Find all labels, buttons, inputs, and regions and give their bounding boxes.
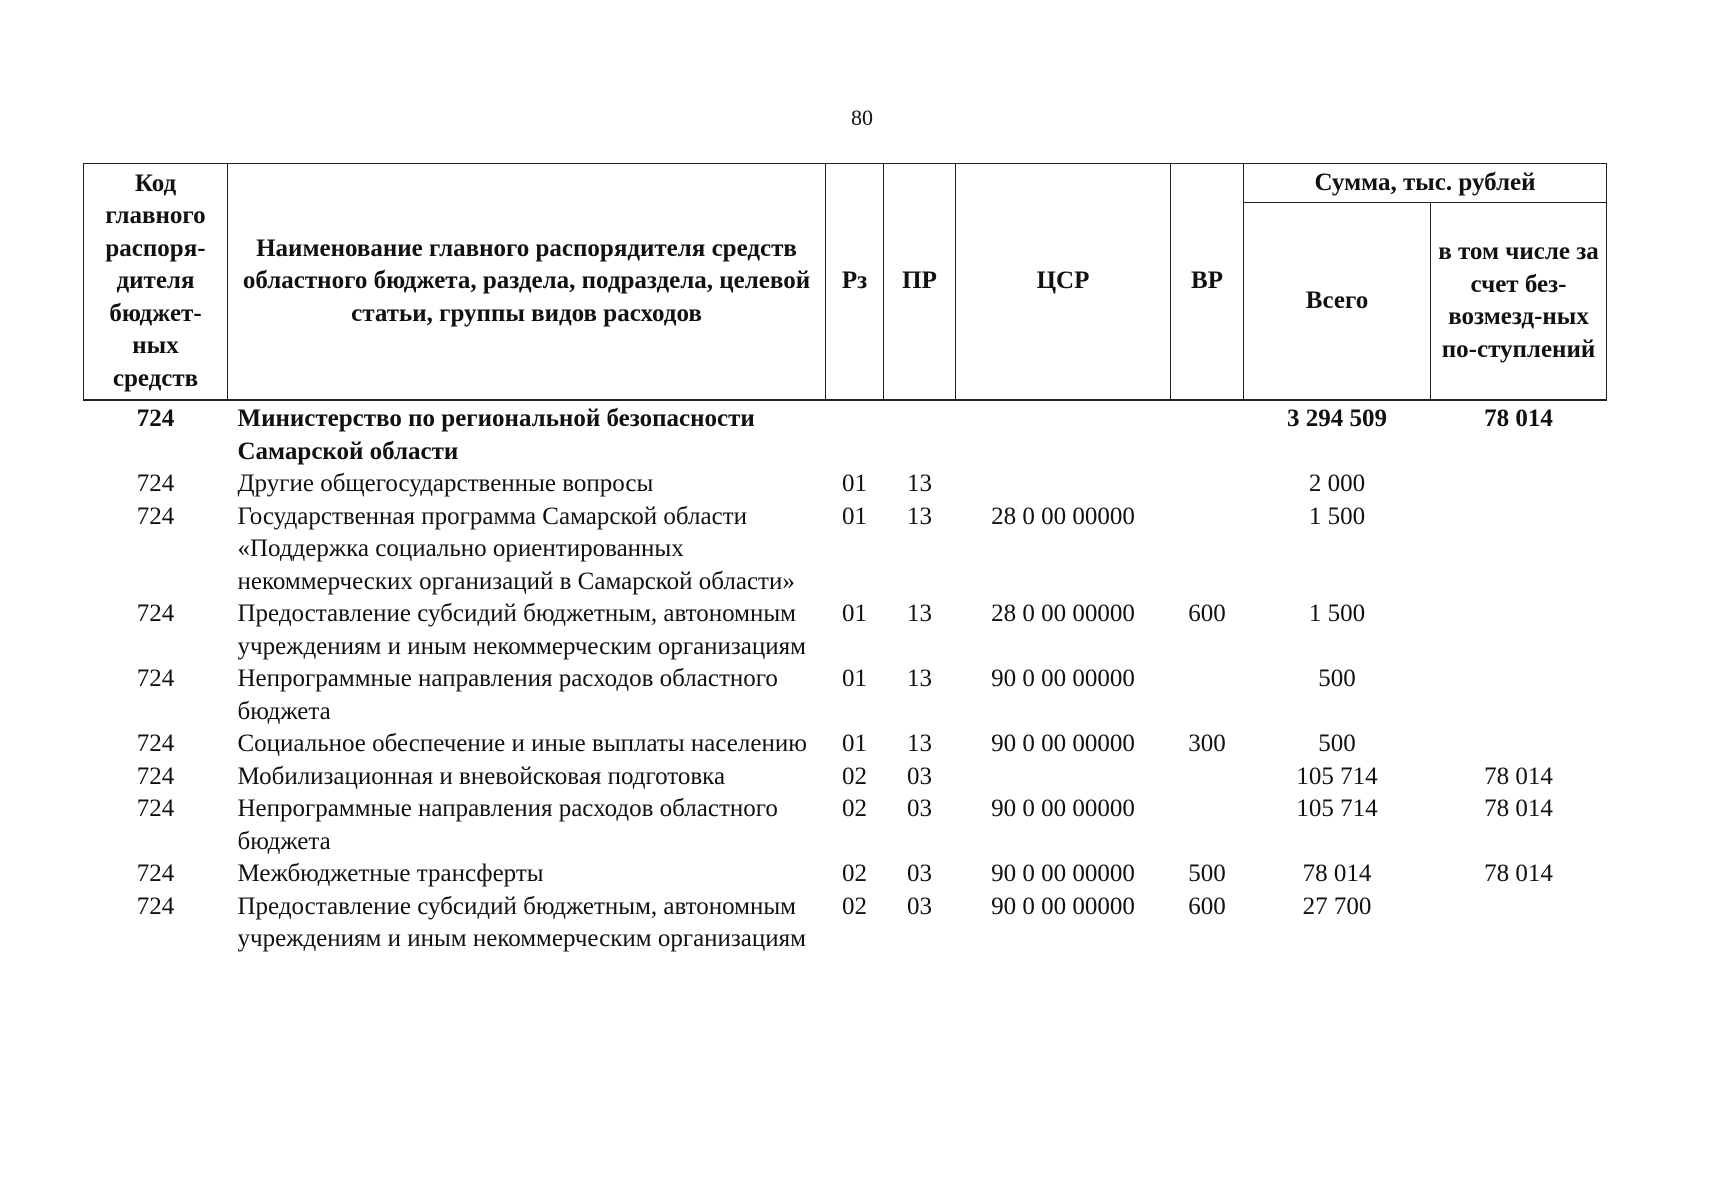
- cell-rz: 01: [842, 470, 867, 497]
- cell-free: [1431, 598, 1607, 663]
- cell-total: 78 014: [1302, 860, 1372, 887]
- table-row: [84, 761, 1607, 794]
- cell-pr: 13: [907, 730, 932, 757]
- cell-code: 724: [136, 405, 175, 432]
- cell-code: 724: [136, 860, 175, 887]
- header-sum-group: Сумма, тыс. рублей: [1244, 164, 1607, 203]
- cell-total: 1 500: [1308, 502, 1366, 530]
- cell-pr: 13: [907, 502, 932, 530]
- cell-free: [1431, 891, 1607, 956]
- cell-pr: 03: [907, 892, 932, 920]
- cell-code: 724: [136, 730, 175, 757]
- cell-free: 78 014: [1484, 795, 1553, 822]
- header-csr: ЦСР: [956, 164, 1171, 401]
- page-number: 80: [851, 105, 873, 130]
- cell-total: 500: [1318, 730, 1356, 757]
- cell-rz: 02: [842, 892, 867, 920]
- header-vr: ВР: [1171, 164, 1244, 401]
- cell-csr: [956, 400, 1171, 468]
- table-row: [84, 501, 1607, 599]
- cell-csr: 90 0 00 00000: [991, 665, 1135, 692]
- cell-csr: 28 0 00 00000: [991, 600, 1135, 627]
- cell-total: 1 500: [1308, 600, 1366, 627]
- header-free: в том числе за счет без-возмезд-ных по-ступлений: [1431, 203, 1607, 401]
- cell-pr: 03: [907, 860, 932, 887]
- cell-free: 78 014: [1484, 405, 1553, 432]
- table-row: [84, 400, 1607, 468]
- cell-name: Предоставление субсидий бюджетным, автономным учреждениям и иным некоммерческим организациям: [237, 892, 806, 952]
- cell-vr: 300: [1188, 730, 1226, 757]
- cell-total: 105 714: [1296, 762, 1378, 790]
- cell-vr: [1171, 761, 1244, 794]
- cell-vr: [1171, 468, 1244, 501]
- cell-total: 3 294 509: [1287, 405, 1387, 432]
- cell-free: [1431, 468, 1607, 501]
- cell-name: Министерство по региональной безопасности Самарской области: [237, 405, 755, 465]
- header-rz: Рз: [826, 164, 884, 401]
- table-row: [84, 468, 1607, 501]
- cell-vr: [1171, 400, 1244, 468]
- budget-table: [83, 163, 1607, 956]
- budget-table-container: [83, 163, 1606, 956]
- cell-rz: 01: [842, 600, 867, 627]
- cell-csr: 90 0 00 00000: [991, 730, 1135, 757]
- cell-csr: 90 0 00 00000: [991, 795, 1135, 822]
- cell-csr: [956, 468, 1171, 501]
- cell-code: 724: [136, 762, 175, 790]
- cell-free: 78 014: [1484, 762, 1553, 790]
- cell-code: 724: [136, 502, 175, 530]
- cell-code: 724: [136, 470, 175, 497]
- cell-rz: [826, 400, 884, 468]
- cell-free: [1431, 663, 1607, 728]
- cell-code: 724: [136, 665, 175, 692]
- cell-name: Государственная программа Самарской области «Поддержка социально ориентированных некоммерческих организаций в Самарской области»: [237, 502, 795, 595]
- table-row: [84, 793, 1607, 858]
- cell-code: 724: [136, 892, 175, 920]
- table-row: [84, 728, 1607, 761]
- table-body: [84, 400, 1607, 956]
- cell-pr: 13: [907, 470, 932, 497]
- cell-total: 500: [1318, 665, 1356, 692]
- cell-free: [1431, 728, 1607, 761]
- header-code: Код главного распоря-дителя бюджет-ных средств: [84, 164, 228, 401]
- cell-rz: 02: [842, 860, 867, 887]
- cell-vr: 600: [1188, 600, 1226, 627]
- cell-name: Межбюджетные трансферты: [237, 860, 544, 887]
- table-row: [84, 891, 1607, 956]
- cell-csr: 90 0 00 00000: [991, 860, 1135, 887]
- cell-name: Непрограммные направления расходов областного бюджета: [237, 665, 778, 725]
- cell-name: Предоставление субсидий бюджетным, автономным учреждениям и иным некоммерческим организациям: [237, 600, 806, 660]
- cell-total: 105 714: [1296, 795, 1378, 822]
- cell-vr: [1171, 793, 1244, 858]
- header-total: Всего: [1244, 203, 1431, 401]
- cell-vr: 600: [1188, 892, 1226, 920]
- cell-pr: 03: [907, 795, 932, 822]
- cell-name: Другие общегосударственные вопросы: [237, 470, 654, 497]
- header-pr: ПР: [884, 164, 956, 401]
- cell-total: 27 700: [1302, 892, 1372, 920]
- cell-pr: [884, 400, 956, 468]
- cell-name: Мобилизационная и вневойсковая подготовка: [237, 762, 726, 790]
- cell-vr: [1171, 501, 1244, 599]
- cell-rz: 01: [842, 730, 867, 757]
- header-name: Наименование главного распорядителя средств областного бюджета, раздела, подраздела, целевой статьи, группы видов расходов: [228, 164, 826, 401]
- cell-name: Непрограммные направления расходов областного бюджета: [237, 795, 778, 855]
- cell-pr: 13: [907, 600, 932, 627]
- table-row: [84, 663, 1607, 728]
- cell-free: 78 014: [1484, 860, 1553, 887]
- cell-code: 724: [136, 600, 175, 627]
- cell-csr: 28 0 00 00000: [991, 502, 1135, 530]
- cell-rz: 02: [842, 795, 867, 822]
- cell-csr: [956, 761, 1171, 794]
- cell-csr: 90 0 00 00000: [991, 892, 1135, 920]
- cell-rz: 02: [842, 762, 867, 790]
- cell-vr: [1171, 663, 1244, 728]
- table-row: [84, 858, 1607, 891]
- cell-name: Социальное обеспечение и иные выплаты населению: [237, 730, 807, 757]
- cell-rz: 01: [842, 502, 867, 530]
- cell-pr: 13: [907, 665, 932, 692]
- cell-pr: 03: [907, 762, 932, 790]
- cell-free: [1431, 501, 1607, 599]
- table-row: [84, 598, 1607, 663]
- cell-total: 2 000: [1308, 470, 1366, 497]
- cell-code: 724: [136, 795, 175, 822]
- cell-rz: 01: [842, 665, 867, 692]
- cell-vr: 500: [1188, 860, 1226, 887]
